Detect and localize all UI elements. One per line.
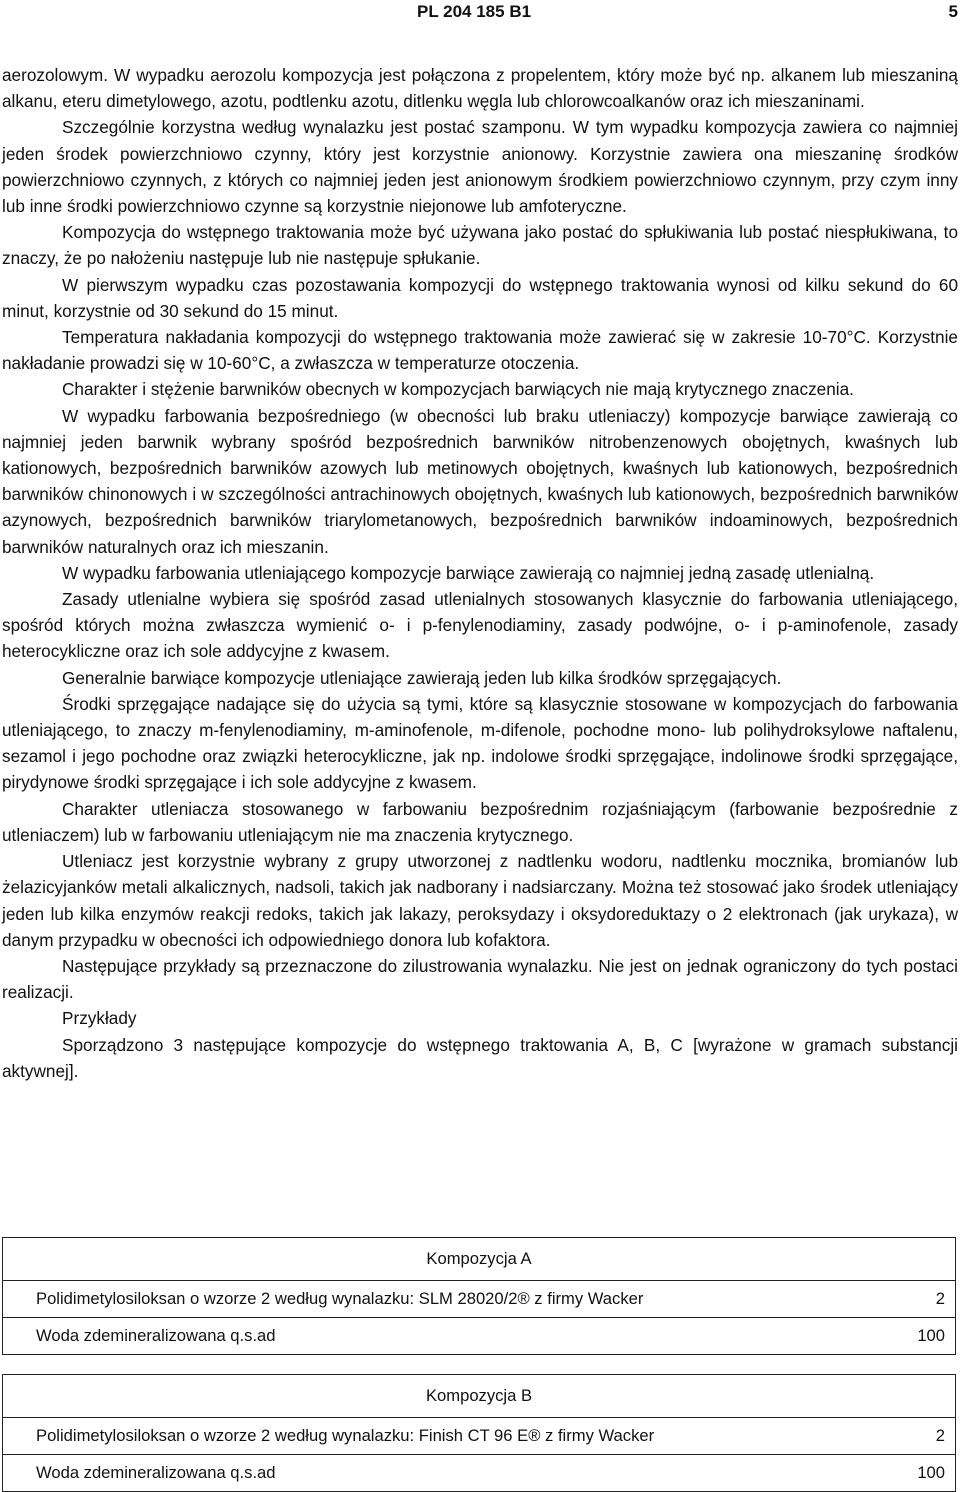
ingredient-amount: 100 <box>905 1318 956 1355</box>
publication-number: PL 204 185 B1 <box>417 2 532 21</box>
composition-table-b <box>2 1374 956 1492</box>
paragraph: Zasady utlenialne wybiera się spośród zasad utlenialnych stosowanych klasycznie do farbowania utleniającego, spośród których można zwłaszcza wymienić o- i p-fenylenodiaminy, zasady podwójne, o- i p-aminofenole, zasady heterocykliczne oraz ich sole addycyjne z kwasem. <box>2 589 958 662</box>
composition-table-a <box>2 1237 956 1355</box>
paragraph: Środki sprzęgające nadające się do użycia są tymi, które są klasycznie stosowane w kompozycjach do farbowania utleniającego, to znaczy m-fenylenodiaminy, m-aminofenole, m-difenole, pochodne mono- lub polihydroksylowe naftalenu, sezamol i jego pochodne oraz związki heterocykliczne, jak np. indolowe środki sprzęgające, indolinowe środki sprzęgające, pirydynowe środki sprzęgające i ich sole addycyjne z kwasem. <box>2 693 958 793</box>
paragraph: W wypadku farbowania bezpośredniego (w obecności lub braku utleniaczy) kompozycje barwiące zawierają co najmniej jeden barwnik wybrany spośród bezpośrednich barwników nitrobenzenowych obojętnych, kwaśnych lub kationowych, bezpośrednich barwników azowych lub metinowych obojętnych, kwaśnych lub kationowych, bezpośrednich barwników chinonowych i w szczególności antrachinowych obojętnych, kwaśnych lub kationowych, bezpośrednich barwników azynowych, bezpośrednich barwników triarylometanowych, bezpośrednich barwników indoaminowych, bezpośrednich barwników naturalnych oraz ich mieszanin. <box>2 405 958 557</box>
table-title: Kompozycja B <box>3 1375 956 1418</box>
paragraph: Temperatura nakładania kompozycji do wstępnego traktowania może zawierać się w zakresie 10-70°C. Korzystnie nakładanie prowadzi się w 10-60°C, a zwłaszcza w temperaturze otoczenia. <box>2 327 958 374</box>
table-row <box>3 1418 956 1455</box>
paragraph: Kompozycja do wstępnego traktowania może być używana jako postać do spłukiwania lub postać niespłukiwana, to znaczy, że po nałożeniu następuje lub nie następuje spłukanie. <box>2 222 958 269</box>
page-number: 5 <box>948 2 958 21</box>
paragraph: W pierwszym wypadku czas pozostawania kompozycji do wstępnego traktowania wynosi od kilku sekund do 60 minut, korzystnie od 30 sekund do 15 minut. <box>2 274 958 321</box>
ingredient-amount: 100 <box>905 1455 956 1492</box>
paragraph: Generalnie barwiące kompozycje utleniające zawierają jeden lub kilka środków sprzęgających. <box>62 667 782 688</box>
paragraph: Następujące przykłady są przeznaczone do zilustrowania wynalazku. Nie jest on jednak ograniczony do tych postaci realizacji. <box>2 955 958 1003</box>
table-row <box>3 1318 956 1355</box>
paragraph: Utleniacz jest korzystnie wybrany z grupy utworzonej z nadtlenku wodoru, nadtlenku mocznika, bromianów lub żelazicyjanków metali alkalicznych, nadsoli, takich jak nadborany i nadsiarczany. Można też stosować jako środek utleniający jeden lub kilka enzymów reakcji redoks, takich jak lakazy, peroksydazy i oksydoreduktazy o 2 elektronach (jak urykaza), w danym przypadku w obecności ich odpowiedniego donora lub kofaktora. <box>2 851 958 950</box>
paragraph: Charakter utleniacza stosowanego w farbowaniu bezpośrednim rozjaśniającym (farbowanie bezpośrednie z utleniaczem) lub w farbowaniu utleniającym nie ma znaczenia krytycznego. <box>2 798 958 845</box>
document-body <box>2 62 958 1084</box>
paragraph: aerozolowym. W wypadku aerozolu kompozycja jest połączona z propelentem, który może być np. alkanem lub mieszaniną alkanu, eteru dimetylowego, azotu, podtlenku azotu, ditlenku węgla lub chlorowcoalkanów oraz ich mieszaninami. <box>2 65 958 112</box>
paragraph: W wypadku farbowania utleniającego kompozycje barwiące zawierają co najmniej jedną zasadę utlenialną. <box>62 562 875 583</box>
table-row <box>3 1455 956 1492</box>
ingredient-name: Woda zdemineralizowana q.s.ad <box>3 1318 906 1355</box>
ingredient-name: Polidimetylosiloksan o wzorze 2 według wynalazku: Finish CT 96 E® z firmy Wacker <box>3 1418 906 1455</box>
paragraph: Szczególnie korzystna według wynalazku jest postać szamponu. W tym wypadku kompozycja zawiera co najmniej jeden środek powierzchniowo czynny, który jest korzystnie anionowy. Korzystnie zawiera ona mieszaninę środków powierzchniowo czynnych, z których co najmniej jeden jest anionowym środkiem powierzchniowo czynnym, przy czym inny lub inne środki powierzchniowo czynne są korzystnie niejonowe lub amfoteryczne. <box>2 117 958 217</box>
table-title: Kompozycja A <box>3 1238 956 1281</box>
ingredient-name: Polidimetylosiloksan o wzorze 2 według wynalazku: SLM 28020/2® z firmy Wacker <box>3 1281 906 1318</box>
paragraph: Charakter i stężenie barwników obecnych w kompozycjach barwiących nie mają krytycznego znaczenia. <box>62 379 854 400</box>
ingredient-amount: 2 <box>905 1281 956 1318</box>
paragraph: Sporządzono 3 następujące kompozycje do wstępnego traktowania A, B, C [wyrażone w gramach substancji aktywnej]. <box>2 1034 958 1081</box>
table-row <box>3 1281 956 1318</box>
ingredient-amount: 2 <box>905 1418 956 1455</box>
page-header <box>0 2 960 28</box>
ingredient-name: Woda zdemineralizowana q.s.ad <box>3 1455 906 1492</box>
section-heading: Przykłady <box>62 1008 137 1029</box>
